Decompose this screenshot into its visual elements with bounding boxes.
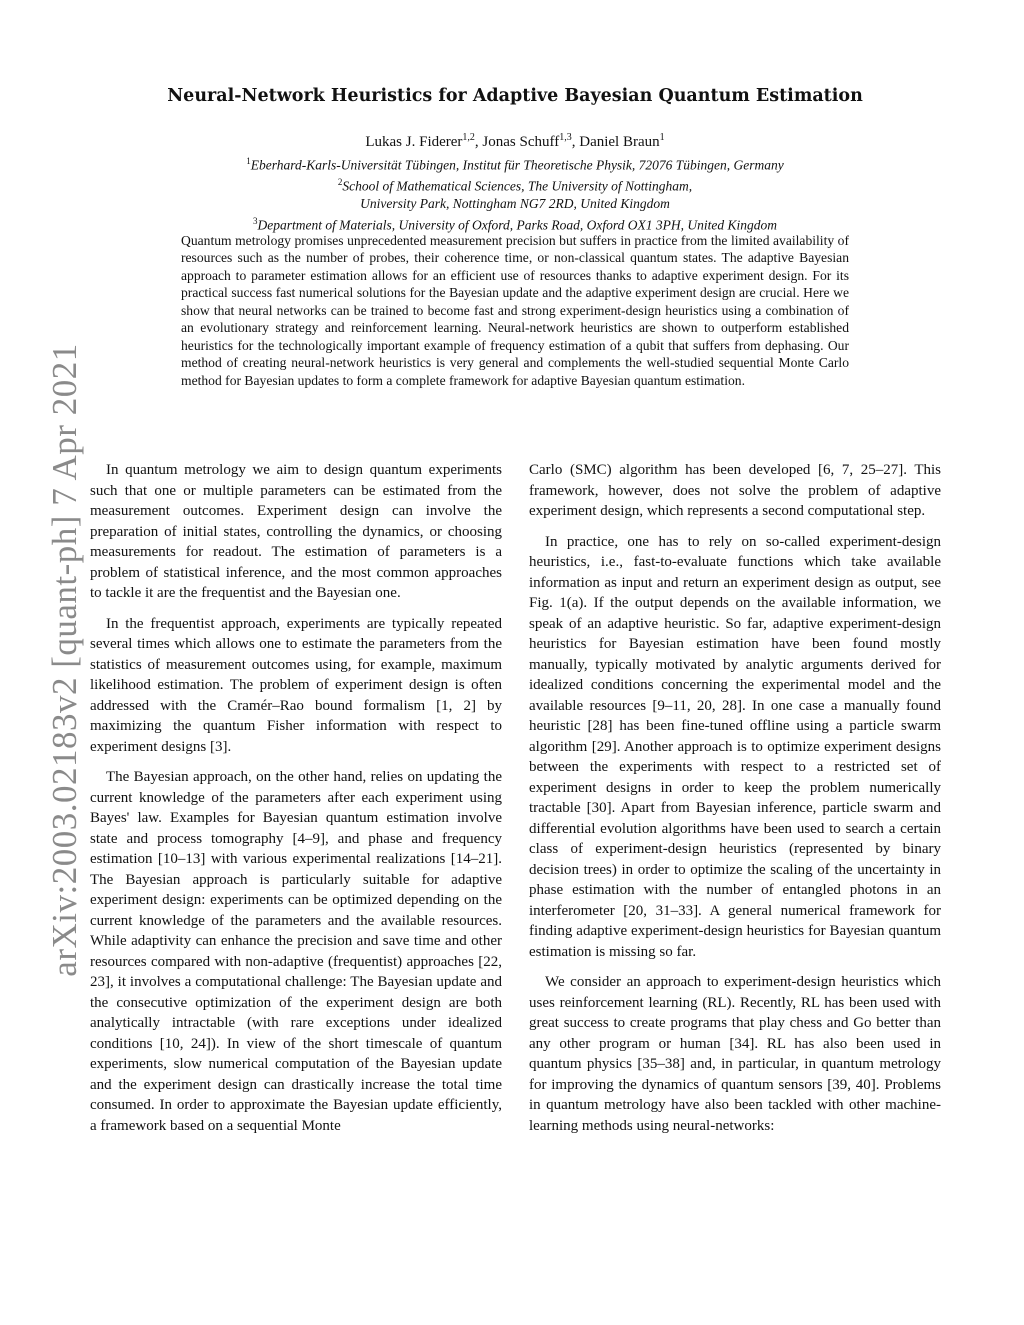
abstract xyxy=(181,232,849,389)
affiliation-2-cont: University Park, Nottingham NG7 2RD, United Kingdom xyxy=(360,196,670,212)
paper-header xyxy=(150,86,880,234)
author-list: Lukas J. Fiderer$^{1,2}$, Jonas Schuff$^{1,3}$, Daniel Braun$^1$ xyxy=(365,132,665,150)
author-affiliation-marker: 1 xyxy=(659,132,665,143)
paper-title: Neural-Network Heuristics for Adaptive Bayesian Quantum Estimation xyxy=(167,86,863,106)
author-affiliation-marker: 1,2 xyxy=(462,132,475,143)
arxiv-identifier: arXiv:2003.02183v2 [quant-ph] 7 Apr 2021 xyxy=(45,343,84,977)
body-paragraph: In practice, one has to rely on so-called experiment-design heuristics, i.e., fast-to-evaluate functions which take available information as input and return an experiment design as output, see Fig. 1(a). If the output depends on the available information, we speak of an adaptive heuristic. So far, adaptive experiment-design heuristics for Bayesian estimation have been found mostly manually, typically motivated by analytic arguments derived for idealized conditions concerning the experimental model and the available resources [9–11, 20, 28]. In one case a manually found heuristic [28] has been fine-tuned offline using a particle swarm algorithm [29]. Another approach is to optimize experiment designs between the experiments with respect to a restricted set of experiment designs in order to keep the problem numerically tractable [30]. Apart from Bayesian inference, particle swarm and differential evolution algorithms have been used to search a certain class of experiment-design heuristics (represented by binary decision trees) in order to optimize the scaling of the uncertainty in phase estimation with the number of entangled photons in an interferometer [20, 31–33]. A general numerical framework for finding adaptive experiment-design heuristics for Bayesian quantum estimation is missing so far. xyxy=(529,533,941,960)
affiliation-2: $^2$School of Mathematical Sciences, The University of Nottingham, xyxy=(337,177,693,194)
author-affiliation-marker: 1,3 xyxy=(559,132,572,143)
body-paragraph: Carlo (SMC) algorithm has been developed [6, 7, 25–27]. This framework, however, does not solve the problem of adaptive experiment design, which represents a second computational step. xyxy=(529,462,941,519)
body-paragraph: In the frequentist approach, experiments are typically repeated several times which allows one to estimate the parameters from the statistics of measurement outcomes using, for example, maximum likelihood estimation. The problem of experiment design is often addressed with the Cramér–Rao bound formalism [1, 2] by maximizing the quantum Fisher information with respect to experiment designs [3]. xyxy=(90,615,502,755)
affiliation-3: $^3$Department of Materials, University of Oxford, Parks Road, Oxford OX1 3PH, United Kingdom xyxy=(253,215,777,233)
author-name: Lukas J. Fiderer xyxy=(365,134,463,150)
author-name: Jonas Schuff xyxy=(482,134,560,150)
abstract-text: Quantum metrology promises unprecedented measurement precision but suffers in practice from the limited availability of resources such as the number of probes, their coherence time, or non-classical quantum states. The adaptive Bayesian approach to parameter estimation allows for an efficient use of resources thanks to adaptive experiment design. For its practical success fast numerical solutions for the Bayesian update and the adaptive experiment design are crucial. Here we show that neural networks can be trained to become fast and strong experiment-design heuristics using a combination of an evolutionary strategy and reinforcement learning. Neural-network heuristics are shown to outperform established heuristics for the technologically important example of frequency estimation of a qubit that suffers from dephasing. Our method of creating neural-network heuristics is very general and complements the well-studied sequential Monte Carlo method for Bayesian updates to form a complete framework for adaptive Bayesian quantum estimation. xyxy=(181,233,849,388)
affiliation-list xyxy=(150,153,880,234)
body-paragraph: The Bayesian approach, on the other hand, relies on updating the current knowledge of the parameters after each experiment using Bayes' law. Examples for Bayesian quantum estimation involve state and process tomography [4–9], and phase and frequency estimation [10–13] with various experimental realizations [14–21]. The Bayesian approach is particularly suitable for adaptive experiment design: experiments can be optimized depending on the current knowledge of the parameters and the available resources. While adaptivity can enhance the precision and save time and other resources compared with non-adaptive (frequentist) approaches [22, 23], it involves a computational challenge: The Bayesian update and the consecutive optimization of the experiment design are both analytically intractable (with rare exceptions under idealized conditions [10, 24]). In view of the short timescale of quantum experiments, slow numerical computation of the Bayesian update and the experiment design can drastically increase the total time consumed. In order to approximate the Bayesian update efficiently, a framework based on a sequential Monte xyxy=(90,769,502,1134)
body-column-right xyxy=(529,460,941,1146)
affiliation-1: $^1$Eberhard-Karls-Universität Tübingen, Institut für Theoretische Physik, 72076 Tübingen, Germany xyxy=(246,156,784,173)
body-column-left xyxy=(90,460,502,1146)
body-paragraph: In quantum metrology we aim to design quantum experiments such that one or multiple parameters can be estimated from the measurement outcomes. Experiment design can involve the preparation of initial states, controlling the dynamics, or choosing measurements for readout. The estimation of parameters is a problem of statistical inference, and the most common approaches to tackle it are the frequentist and the Bayesian one. xyxy=(90,462,502,601)
arxiv-sidebar xyxy=(40,340,90,980)
author-name: Daniel Braun xyxy=(579,134,660,150)
body-paragraph: We consider an approach to experiment-design heuristics which uses reinforcement learning (RL). Recently, RL has been used with great success to create programs that play chess and Go better than any other program or human [34]. RL has also been used in quantum physics [35–38] and, in particular, in quantum metrology for improving the dynamics of quantum sensors [39, 40]. Problems in quantum metrology have also been tackled with other machine-learning methods using neural-networks: xyxy=(529,974,941,1134)
